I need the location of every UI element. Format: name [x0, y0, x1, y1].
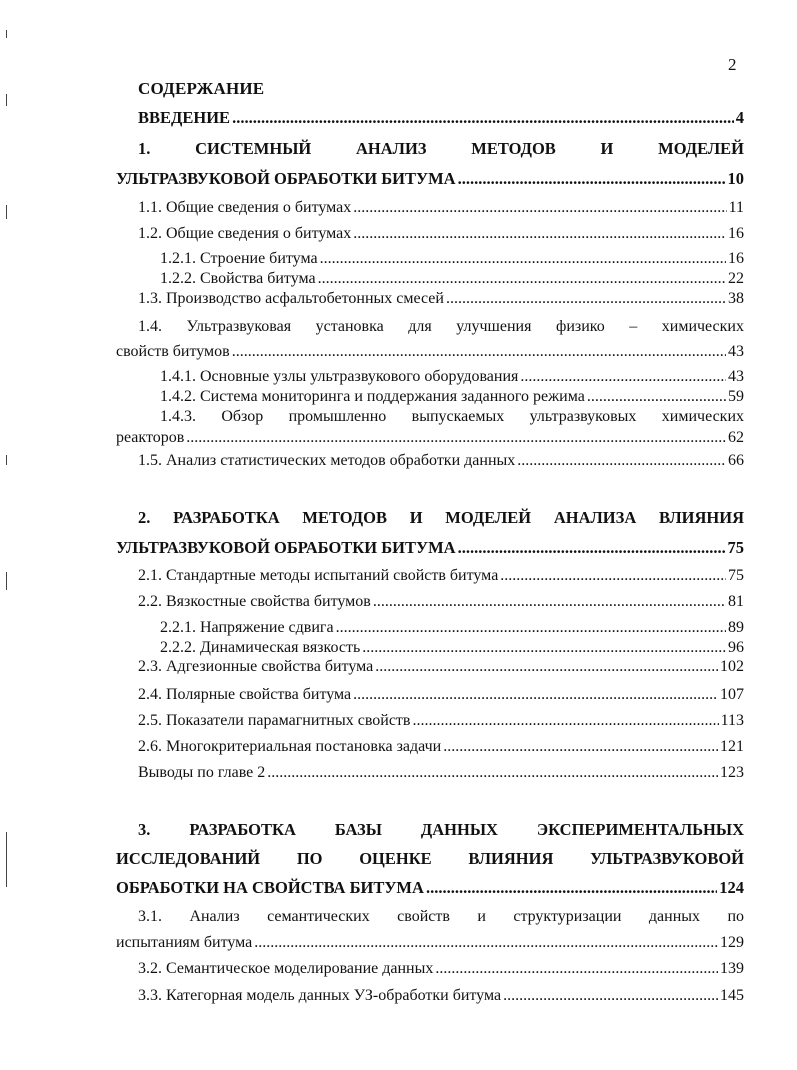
toc-leader — [362, 639, 726, 657]
toc-entry-3-3 — [138, 987, 744, 1005]
toc-chapter-3 — [116, 878, 744, 898]
toc-label: свойств битумов — [116, 343, 230, 360]
toc-page: 129 — [720, 934, 744, 951]
toc-entry-2-conclusions — [138, 764, 744, 782]
toc-leader — [375, 658, 718, 676]
toc-page: 121 — [720, 738, 744, 755]
toc-entry-2-6 — [138, 738, 744, 756]
toc-entry-1-2-2 — [160, 270, 744, 288]
scan-mark — [6, 30, 7, 38]
toc-page: 66 — [728, 452, 744, 469]
toc-page: 59 — [728, 388, 744, 405]
toc-entry-1-4-line-1: 1.4. Ультразвуковая установка для улучшения физико – химических — [138, 318, 744, 335]
toc-page: 102 — [720, 658, 744, 675]
toc-entry-2-2 — [138, 593, 744, 611]
toc-page: 11 — [728, 199, 744, 216]
toc-page: 10 — [727, 169, 744, 188]
toc-page: 16 — [728, 225, 744, 242]
toc-label: 2.6. Многокритериальная постановка задачи — [138, 738, 442, 755]
toc-entry-1-4-1 — [160, 368, 744, 386]
toc-label: 2.2.1. Напряжение сдвига — [160, 619, 334, 636]
toc-leader — [458, 169, 726, 189]
toc-leader — [517, 452, 726, 470]
toc-page: 75 — [727, 538, 744, 557]
toc-label: 2.3. Адгезионные свойства битума — [138, 658, 374, 675]
scan-mark — [6, 455, 7, 465]
toc-page: 81 — [728, 593, 744, 610]
toc-page: 38 — [728, 290, 744, 307]
toc-chapter-2-line-1: 2. РАЗРАБОТКА МЕТОДОВ И МОДЕЛЕЙ АНАЛИЗА ВЛИЯНИЯ — [138, 508, 744, 527]
toc-page: 16 — [728, 250, 744, 267]
toc-leader — [412, 712, 718, 730]
toc-leader — [318, 270, 726, 288]
toc-leader — [353, 199, 726, 217]
toc-entry-2-5 — [138, 712, 744, 730]
toc-label: 1.1. Общие сведения о битумах — [138, 199, 352, 216]
toc-leader — [500, 567, 726, 585]
toc-entry-intro — [138, 108, 744, 128]
toc-chapter-3-line-2: ИССЛЕДОВАНИЙ ПО ОЦЕНКЕ ВЛИЯНИЯ УЛЬТРАЗВУКОВОЙ — [116, 849, 744, 868]
toc-entry-2-2-2 — [160, 639, 744, 657]
toc-entry-2-1 — [138, 567, 744, 585]
toc-page: 123 — [720, 764, 744, 781]
toc-page: 62 — [728, 429, 744, 446]
toc-leader — [426, 878, 717, 898]
toc-leader — [186, 429, 726, 447]
page-number: 2 — [728, 55, 737, 74]
toc-leader — [443, 738, 718, 756]
toc-label: Выводы по главе 2 — [138, 764, 266, 781]
toc-label: 1.2.2. Свойства битума — [160, 270, 316, 287]
scan-mark — [6, 572, 7, 590]
toc-leader — [353, 686, 718, 704]
toc-label: 2.1. Стандартные методы испытаний свойств битума — [138, 567, 499, 584]
scan-mark — [6, 205, 7, 219]
toc-leader — [520, 368, 726, 386]
toc-label: 3.2. Семантическое моделирование данных — [138, 960, 434, 977]
toc-page: 145 — [720, 987, 744, 1004]
toc-entry-2-3 — [138, 658, 744, 676]
toc-leader — [587, 388, 726, 406]
toc-chapter-1 — [116, 169, 744, 189]
toc-label: реакторов — [116, 429, 185, 446]
toc-page: 89 — [728, 619, 744, 636]
toc-label: 3.3. Категорная модель данных УЗ-обработки битума — [138, 987, 502, 1004]
toc-leader — [458, 538, 726, 558]
toc-leader — [446, 290, 726, 308]
toc-leader — [373, 593, 726, 611]
toc-label: 1.2. Общие сведения о битумах — [138, 225, 352, 242]
toc-leader — [267, 764, 718, 782]
toc-label: 2.2.2. Динамическая вязкость — [160, 639, 361, 656]
toc-entry-3-2 — [138, 960, 744, 978]
toc-label: 1.3. Производство асфальтобетонных смесей — [138, 290, 444, 307]
page-title: СОДЕРЖАНИЕ — [138, 79, 265, 98]
toc-entry-1-2-1 — [160, 250, 744, 268]
toc-leader — [336, 619, 726, 637]
toc-page: 43 — [728, 343, 744, 360]
toc-label: 1.4.2. Система мониторинга и поддержания заданного режима — [160, 388, 585, 405]
toc-chapter-2 — [116, 538, 744, 558]
toc-label: ОБРАБОТКИ НА СВОЙСТВА БИТУМА — [116, 878, 424, 897]
toc-chapter-3-line-1: 3. РАЗРАБОТКА БАЗЫ ДАННЫХ ЭКСПЕРИМЕНТАЛЬНЫХ — [138, 820, 744, 839]
toc-label: испытаниям битума — [116, 934, 253, 951]
toc-page: 96 — [728, 639, 744, 656]
toc-entry-1-1 — [138, 199, 744, 217]
toc-label: УЛЬТРАЗВУКОВОЙ ОБРАБОТКИ БИТУМА — [116, 538, 456, 557]
toc-page: 22 — [728, 270, 744, 287]
toc-entry-1-4-3-line-1: 1.4.3. Обзор промышленно выпускаемых ультразвуковых химических — [160, 408, 744, 425]
toc-label: 2.2. Вязкостные свойства битумов — [138, 593, 371, 610]
scan-mark — [6, 94, 7, 106]
toc-leader — [254, 934, 718, 952]
toc-label: 2.5. Показатели парамагнитных свойств — [138, 712, 411, 729]
toc-entry-2-2-1 — [160, 619, 744, 637]
toc-leader — [503, 987, 718, 1005]
toc-label: УЛЬТРАЗВУКОВОЙ ОБРАБОТКИ БИТУМА — [116, 169, 456, 188]
toc-leader — [435, 960, 718, 978]
toc-page: 139 — [720, 960, 744, 977]
toc-leader — [320, 250, 726, 268]
toc-entry-1-5 — [138, 452, 744, 470]
toc-label: 1.5. Анализ статистических методов обработки данных — [138, 452, 516, 469]
toc-page: 43 — [728, 368, 744, 385]
toc-page: 124 — [719, 878, 744, 897]
toc-label: 2.4. Полярные свойства битума — [138, 686, 352, 703]
toc-entry-2-4 — [138, 686, 744, 704]
toc-page: 107 — [720, 686, 744, 703]
toc-leader — [232, 343, 726, 361]
toc-label: 1.4.1. Основные узлы ультразвукового оборудования — [160, 368, 519, 385]
toc-entry-1-2 — [138, 225, 744, 243]
toc-page: 4 — [735, 108, 744, 127]
toc-label: 1.2.1. Строение битума — [160, 250, 318, 267]
toc-page: 113 — [720, 712, 744, 729]
toc-entry-3-1 — [116, 934, 744, 952]
toc-entry-1-4-2 — [160, 388, 744, 406]
toc-leader — [353, 225, 726, 243]
toc-page: 75 — [728, 567, 744, 584]
scan-mark — [6, 832, 7, 887]
toc-label: ВВЕДЕНИЕ — [138, 108, 231, 127]
toc-entry-1-3 — [138, 290, 744, 308]
toc-chapter-1-line-1: 1. СИСТЕМНЫЙ АНАЛИЗ МЕТОДОВ И МОДЕЛЕЙ — [138, 139, 744, 158]
toc-entry-1-4 — [116, 343, 744, 361]
toc-entry-1-4-3 — [116, 429, 744, 447]
toc-entry-3-1-line-1: 3.1. Анализ семантических свойств и структуризации данных по — [138, 908, 744, 925]
toc-leader — [232, 108, 734, 128]
